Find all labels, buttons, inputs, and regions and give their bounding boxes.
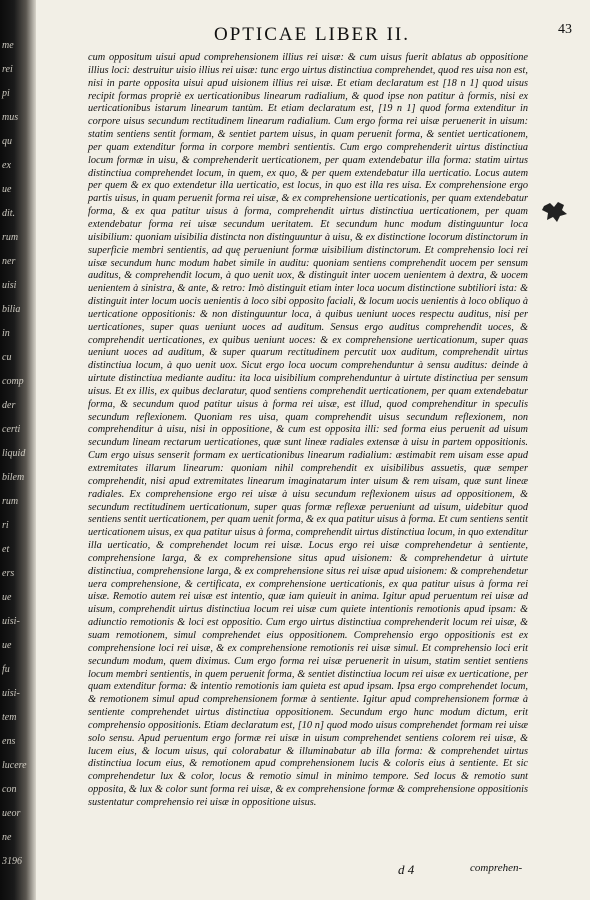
previous-page-margin: [0, 0, 32, 900]
signature-mark: d 4: [398, 862, 415, 877]
previous-page-fragment: ex: [2, 160, 11, 171]
previous-page-fragment: ne: [2, 832, 12, 843]
running-title: OPTICAE LIBER II.: [213, 24, 410, 45]
previous-page-fragment: ens: [2, 736, 16, 747]
previous-page-fragment: ueor: [2, 808, 21, 819]
previous-page-fragment: et: [2, 544, 10, 555]
previous-page-fragment: pi: [2, 88, 10, 99]
previous-page-fragment: certi: [2, 424, 21, 435]
previous-page-fragment: dit.: [2, 208, 16, 219]
previous-page-fragment: uisi: [2, 280, 17, 291]
previous-page-fragment: rum: [2, 496, 19, 507]
previous-page-fragment: lucere: [2, 760, 27, 771]
previous-page-fragment: ue: [2, 592, 12, 603]
previous-page-fragment: rum: [2, 232, 19, 243]
previous-page-fragment: uisi-: [2, 616, 20, 627]
main-paragraph: cum oppositum uisui apud comprehensionem illius rei uisæ: & cum uisus fuerit ablatus ab oppositione illius loci: destruitur uisio illius rei uisæ: tunc ergo uirtus distinctiua comprehendet, quod res uisa non est, nisi in parte opposita uisui apud uisionem illius rei uisæ. Et etiam declaratum est [18 n 1] quod uisus recipit formas propriè ex uerticationibus linearum radialium, & quod ipse non patitur à formis, nisi ex uerticationibus istarum linearum tantùm. Et etiam declaratum est, [19 n 1] quod forma extenditur in corpore uisus secundum rectitudinem linearum radialium. Cum ergo forma rei uisæ peruenerit in uisum: statim sentiens sentit formam, & sentiet partem uisus, in quam peruenit forma, & sentiet uerticationem, per quam extenditur forma in corpore membri sentientis. Cum ergo comprehenderit uirtus distinctiua locum formæ in uisu, & comprehenderit uerticationem, per quam extendebatur illa forma: statim uirtus distinctiua comprehendet locum, in quem, ex quo, & per quem extendebatur illa uerticatio. Locus autem per quem & ex quo extendetur illa uerticatio, est locus, in quo est illa res uisa. Ex comprehensione ergo partis uisus, in quam peruenit forma rei uisæ, & ex comprehensione uerticationis, per quam extendebatur forma, & ex qua patitur uisus à forma, comprehendit uirtus distinctiua uerticationem, per quam extendebatur forma rei uisæ secundum ueritatem. Et secundum hunc modum distinguuntur loca uisibilium: quoniam uisibilia distincta non distinguuntur à uisu, & ex distinctione locorum distinctorum in superficie membri sentientis, ad quę perueniunt formæ uisibilium distinctorum. Et comprehensio loci rei uisæ secundum hunc modum habet simile in auditu: quoniam sentiens comprehendit uocem per sensum auditus, & comprehendit locum, à quo uenit uox, & distinguit inter uocem uenientem à dextra, & uocem uenientem à sinistra, & ante, & retro: Imò distinguit etiam inter loca uocum distinctione subtiliori ista: & distinguit inter locum uocis uenientis à loco sibi opposito faciali, & locum uocis uenientis à loco obliquo à uerticatione oppositionis: & non distinguuntur loca, à quibus ueniunt uoces respectu auditus, nisi per uerticationes, super quas ueniunt uoces ad auditum. Sensus ergo auditus comprehendit uoces, & comprehendit uerticationes, ex quibus ueniunt uoces: & ex comprehensione uerticationum, super quas ueniunt uoces ad auditum, & super quarum rectitudinem percutit uox auditum, comprehendit uirtus distinctiua locum, à quo uenit uox. Sicut ergo loca uocum comprehenduntur à sensu auditus: deinde à uirtute distinctiua mediante auditu: ita loca uisibilium comprehenduntur à uirtute distinctiua per sensum uisus. Et ex illis, ex quibus declaratur, quod sentiens comprehendit uerticationem, per quam extendebatur forma, & secundum quod patitur uisus à forma rei uisæ, est illud, quod comprehenditur in speculis secundum reflexionem. Quoniam res uisa, quam comprehendit uisus secundum reflexionem, non comprehenditur à uisu, nisi in oppositione, & cum est opposita illi: sed forma eius peruenit ad uisum secundum lineam rectarum uerticationes, quæ sunt lineæ radiales extensæ à uisu in partem oppositionis. Cum ergo uisus senserit formam ex uerticationibus linearum radialium: æstimabit rem uisam esse apud extremitates illarum linearum: quoniam nihil comprehendit ex uisibilibus assuetis, quæ semper comprehendit, nisi apud extremitates linearum imaginatarum inter uisum & rem uisam, quæ sunt lineæ radiales. Ex comprehensione ergo rei uisæ à uisu secundum reflexionem uisus ad oppositionem, & secundum rectitudinem uerticationum, super quas formæ reflexæ perueniunt ad uisum, uidebitur quod sentiens sentit uerticationem, per quam uenit forma, & ex qua patitur uisus à forma. Et cum sentiens sentit uerticationem uisus, ex qua patitur uisus à forma, comprehendit uirtus distinctiua locum, in quo extenditur illa uerticatio, & comprehendet locum rei uisæ. Locus ergo rei uisæ comprehendetur à sentiente, comprehensione larga, & ex comprehensione situs apud uisionem: & comprehendetur à uirtute distinctiua, comprehensione larga, & ex comprehensione situs rei uisæ apud uisionem: & comprehendetur uera comprehensione, & certificata, ex comprehensione uerticationis, ex qua patitur uisus à forma rei uisæ. Remotio autem rei uisæ est intentio, quæ iam quieuit in anima. Igitur apud peruentum rei uisæ ad uisum, comprehendit uirtus distinctiua locum rei uisæ cum quiete intentionis remotionis apud ipsam: & adiunctio remotionis & loci est oppositio. Cum ergo uirtus distinctiua comprehenderit locum rei uisæ, & suam remotionem, simul comprehendet eius oppositionem. Comprehensio ergo oppositionis est ex comprehensione loci rei uisæ, & ex comprehensione remotionis rei uisæ simul. Et comprehensio loci erit secundum modum, quem diximus. Cum ergo forma rei uisæ peruenerit in uisum, statim sentiet sentiens locum membri sentientis, in quem peruenit forma, & sentiet distinctiua locum rei uisæ ex uerticatione, per quam extenditur forma: & intentio remotionis iam quieta est apud ipsam. Ipsa ergo comprehendet locum, & remotionem simul apud comprehensionem formæ à sentiente. Igitur apud comprehensionem formæ à sentiente comprehendet uirtus distinctiua oppositionem. Secundum ergo hunc modum dictum, erit comprehensio oppositionis. Etiam declaratum est, [10 n] quod modo uisus comprehendet formam rei uisæ solo sensu. Apud peruentum ergo formæ rei uisæ in uisum comprehendet sentiens colorem rei uisæ, & lucem eius, & locum uisus, qui colorabatur & illuminabatur ab illa forma: & comprehendet uirtus distinctiua locum eius, & remotionem apud comprehensionem lucis & coloris eius à sentiente. Et sic comprehendetur lux & color, locus & remotio simul in minimo tempore. Sed locus & remotio sunt opposita, & lux & color sunt forma rei uisæ, & ex comprehensione formæ & comprehensione oppositionis sustentatur comprehensio rei uisæ in oppositione uisus.: [88, 52, 528, 808]
previous-page-fragment: fu: [2, 664, 10, 675]
previous-page-fragment: mus: [2, 112, 19, 123]
previous-page-fragment: der: [2, 400, 16, 411]
page-number: 43: [558, 22, 572, 37]
previous-page-fragment: me: [2, 40, 14, 51]
previous-page-fragment: 3196: [2, 856, 22, 867]
previous-page-fragment: in: [2, 328, 10, 339]
ink-blot-mark: [540, 198, 570, 226]
previous-page-fragment: ue: [2, 640, 12, 651]
previous-page-fragment: bilia: [2, 304, 21, 315]
previous-page-fragment: cu: [2, 352, 12, 363]
previous-page-fragment: comp: [2, 376, 24, 387]
page-header: [92, 20, 572, 50]
previous-page-fragment: ri: [2, 520, 9, 531]
previous-page-fragment: ner: [2, 256, 16, 267]
previous-page-fragment: liquid: [2, 448, 26, 459]
previous-page-fragment: ue: [2, 184, 12, 195]
previous-page-fragment: rei: [2, 64, 13, 75]
previous-page-fragment: bilem: [2, 472, 25, 483]
previous-page-fragment: tem: [2, 712, 17, 723]
catchword: comprehen-: [470, 862, 523, 874]
previous-page-fragment: qu: [2, 136, 12, 147]
previous-page-fragment: uisi-: [2, 688, 20, 699]
previous-page-fragment: con: [2, 784, 17, 795]
previous-page-fragment: ers: [2, 568, 15, 579]
body-text: [88, 52, 528, 810]
